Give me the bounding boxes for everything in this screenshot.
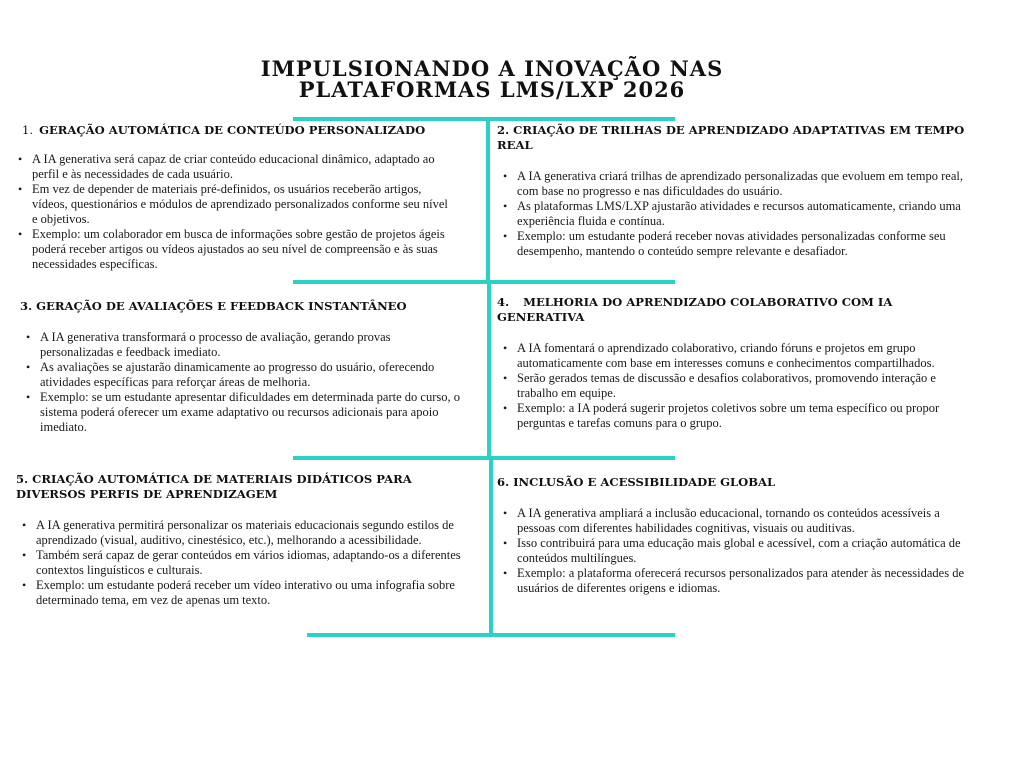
divider-center-upper xyxy=(486,117,490,282)
section-3 xyxy=(20,299,460,435)
page-title-line-1: IMPULSIONANDO A INOVAÇÃO NAS xyxy=(260,56,724,81)
list-item: • Também será capaz de gerar conteúdos em vários idiomas, adaptando-os a diferentes contextos linguísticos e culturais. xyxy=(20,548,482,578)
section-2 xyxy=(497,123,967,259)
section-number: 3. xyxy=(20,299,33,313)
list-item: • Exemplo: a plataforma oferecerá recursos personalizados para atender às necessidades de usuários de diferentes origens e idiomas. xyxy=(501,566,977,596)
section-heading xyxy=(16,123,448,138)
divider-top xyxy=(293,117,675,121)
section-4 xyxy=(497,295,965,431)
list-item: • Exemplo: se um estudante apresentar dificuldades em determinada parte do curso, o sistema poderá oferecer um exame adaptativo ou recursos adicionais para apoio imediato. xyxy=(24,390,460,435)
list-item: • Exemplo: um estudante poderá receber novas atividades personalizadas conforme seu desempenho, mantendo o conteúdo sempre relevante e desafiador. xyxy=(501,229,967,259)
section-number: 5. xyxy=(16,472,29,486)
bullet-list xyxy=(16,152,448,272)
section-heading xyxy=(497,475,977,490)
list-item: • Exemplo: um colaborador em busca de informações sobre gestão de projetos ágeis poderá receber artigos ou vídeos ajustados ao seu nível de compreensão e às suas necessidades específicas. xyxy=(16,227,448,272)
bullet-list xyxy=(16,518,482,608)
divider-center-lower xyxy=(489,456,493,636)
section-number: 4. xyxy=(497,295,510,309)
section-5 xyxy=(16,472,482,608)
section-heading xyxy=(497,123,967,153)
list-item: • Em vez de depender de materiais pré-definidos, os usuários receberão artigos, vídeos, questionários e módulos de aprendizado personalizados conforme seu nível e objetivos. xyxy=(16,182,448,227)
list-item: • Serão gerados temas de discussão e desafios colaborativos, promovendo interação e trabalho em equipe. xyxy=(501,371,965,401)
list-item: • Exemplo: a IA poderá sugerir projetos coletivos sobre um tema específico ou propor perguntas e tarefas comuns para o grupo. xyxy=(501,401,965,431)
bullet-list xyxy=(497,341,965,431)
list-item: • As plataformas LMS/LXP ajustarão atividades e recursos automaticamente, criando uma experiência fluida e contínua. xyxy=(501,199,967,229)
list-item: • As avaliações se ajustarão dinamicamente ao progresso do usuário, oferecendo atividades específicas para reforçar áreas de melhoria. xyxy=(24,360,460,390)
bullet-list xyxy=(20,330,460,435)
section-title: CRIAÇÃO DE TRILHAS DE APRENDIZADO ADAPTATIVAS EM TEMPO REAL xyxy=(497,123,965,152)
section-number: 1. xyxy=(22,123,34,137)
bullet-list xyxy=(497,506,977,596)
list-item: • Exemplo: um estudante poderá receber um vídeo interativo ou uma infografia sobre determinado tema, em vez de apenas um texto. xyxy=(20,578,482,608)
divider-middle-1 xyxy=(293,280,675,284)
section-heading xyxy=(16,472,482,502)
section-title: INCLUSÃO E ACESSIBILIDADE GLOBAL xyxy=(513,475,776,489)
section-number: 6. xyxy=(497,475,510,489)
section-number: 2. xyxy=(497,123,510,137)
section-title: CRIAÇÃO AUTOMÁTICA DE MATERIAIS DIDÁTICOS PARA DIVERSOS PERFIS DE APRENDIZAGEM xyxy=(16,472,412,501)
section-heading xyxy=(497,295,965,325)
page-title-line-2: PLATAFORMAS LMS/LXP 2026 xyxy=(298,77,686,102)
section-title: MELHORIA DO APRENDIZADO COLABORATIVO COM IA GENERATIVA xyxy=(497,295,893,324)
list-item: • Isso contribuirá para uma educação mais global e acessível, com a criação automática de conteúdos multilíngues. xyxy=(501,536,977,566)
section-title: GERAÇÃO DE AVALIAÇÕES E FEEDBACK INSTANTÂNEO xyxy=(36,299,407,313)
section-heading xyxy=(20,299,460,314)
list-item: • A IA generativa ampliará a inclusão educacional, tornando os conteúdos acessíveis a pessoas com diferentes habilidades cognitivas, visuais ou auditivas. xyxy=(501,506,977,536)
divider-bottom xyxy=(307,633,675,637)
section-title: GERAÇÃO AUTOMÁTICA DE CONTEÚDO PERSONALIZADO xyxy=(39,123,426,137)
list-item: • A IA generativa criará trilhas de aprendizado personalizadas que evoluem em tempo real, com base no progresso e nas dificuldades do usuário. xyxy=(501,169,967,199)
divider-middle-2 xyxy=(293,456,675,460)
page-title xyxy=(0,58,984,100)
bullet-list xyxy=(497,169,967,259)
list-item: • A IA generativa será capaz de criar conteúdo educacional dinâmico, adaptado ao perfil e às necessidades de cada usuário. xyxy=(16,152,448,182)
list-item: • A IA fomentará o aprendizado colaborativo, criando fóruns e projetos em grupo automaticamente com base em interesses comuns e conhecimentos compartilhados. xyxy=(501,341,965,371)
list-item: • A IA generativa transformará o processo de avaliação, gerando provas personalizadas e feedback imediato. xyxy=(24,330,460,360)
list-item: • A IA generativa permitirá personalizar os materiais educacionais segundo estilos de aprendizado (visual, auditivo, cinestésico, etc.), melhorando a acessibilidade. xyxy=(20,518,482,548)
section-6 xyxy=(497,475,977,596)
divider-center-middle xyxy=(487,280,491,458)
section-1 xyxy=(16,123,448,272)
